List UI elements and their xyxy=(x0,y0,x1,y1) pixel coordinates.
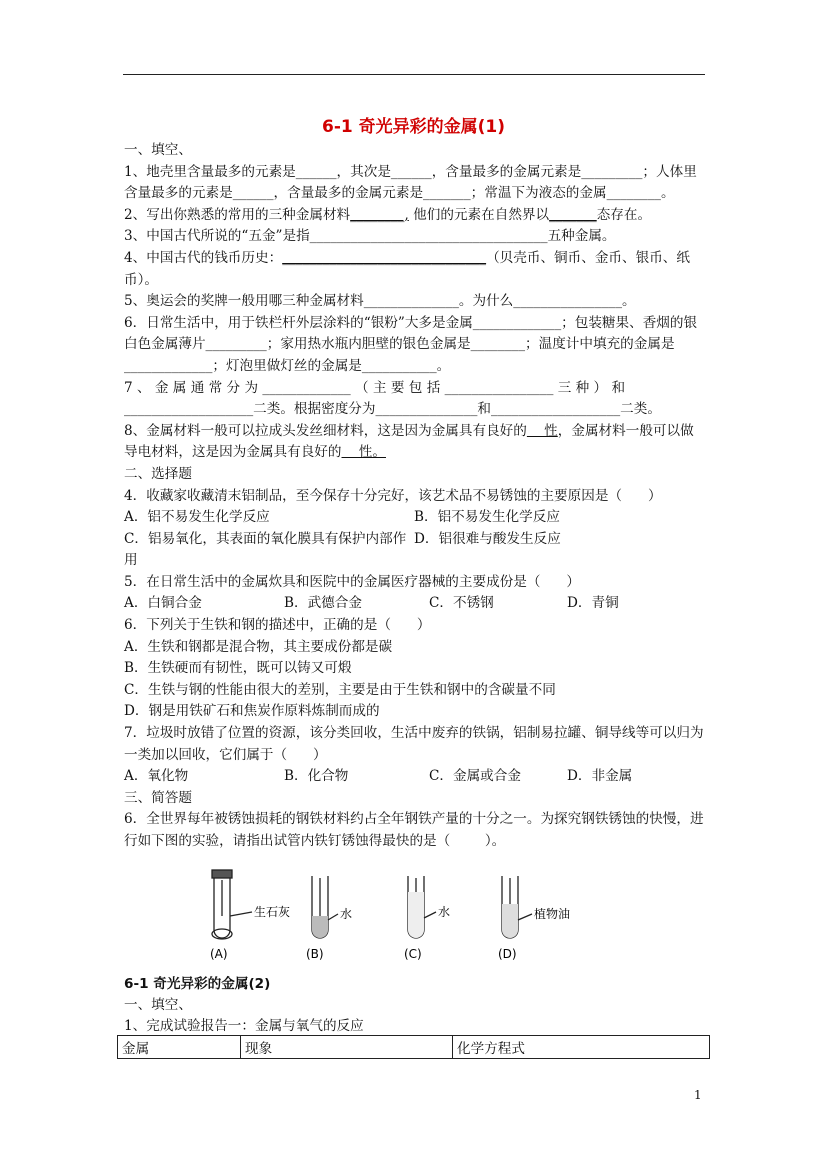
question-text: 3、中国古代所说的“五金”是指___________________________________五种金属。 xyxy=(124,228,616,245)
options-row: A．氧化物 B．化合物 C．金属或合金 D．非金属 xyxy=(124,768,633,785)
figure-label: 水 xyxy=(340,907,353,921)
part-two xyxy=(124,974,709,1037)
figure-label: 植物油 xyxy=(534,907,571,921)
question-text: 7．垃圾时放错了位置的资源，该分类回收，生活中废弃的铁锅，铝制易拉罐、铜导线等可以归为一类加以回收，它们属于（ ） xyxy=(124,725,704,763)
test-tube-c xyxy=(408,876,436,938)
question-text: 2、写出你熟悉的常用的三种金属材料________, 他们的元素在自然界以_______态存在。 xyxy=(124,206,652,223)
figure-caption: (C) xyxy=(404,947,422,961)
section-heading: 一、填空、 xyxy=(124,142,192,158)
part-two-title: 6-1 奇光异彩的金属(2) xyxy=(124,976,271,992)
test-tube-b xyxy=(312,876,338,938)
question-text: 4．收藏家收藏清末铝制品，至今保存十分完好，该艺术品不易锈蚀的主要原因是（ ） xyxy=(124,487,662,504)
figure-caption: (A) xyxy=(210,947,228,961)
question-text: 4、中国古代的钱币历史：______________________________（贝壳币、铜币、金币、银币、纸币）。 xyxy=(124,249,690,288)
table-header-cell: 化学方程式 xyxy=(453,1036,710,1059)
figure-caption: (B) xyxy=(306,947,324,961)
test-tube-d xyxy=(502,876,532,938)
options-row: C．铝易氧化，其表面的氧化膜具有保护内部作用 D．铝很难与酸发生反应 xyxy=(124,530,561,569)
question-text: 8、金属材料一般可以拉成头发丝细材料，这是因为金属具有良好的 性，金属材料一般可以做导电材料，这是因为金属具有良好的 性。 xyxy=(124,422,694,461)
option-text: A．生铁和钢都是混合物，其主要成份都是碳 xyxy=(124,638,393,655)
figure-label: 水 xyxy=(438,905,451,919)
option-text: C．生铁与钢的性能由很大的差别，主要是由于生铁和钢中的含碳量不同 xyxy=(124,681,556,698)
page-number: 1 xyxy=(694,1088,702,1102)
option-text: B．生铁硬而有韧性，既可以铸又可煅 xyxy=(124,660,352,677)
test-tube-figure xyxy=(208,868,588,968)
options-row: A．铝不易发生化学反应 B．铝不易发生化学反应 xyxy=(124,509,560,526)
question-text: 7 、 金 属 通 常 分 为 _____________ （ 主 要 包 括 ________________ 三 种 ） 和 ___________________二类。根据密度分为_______________和___________________二类。 xyxy=(124,379,661,418)
section-heading: 三、简答题 xyxy=(124,789,192,806)
test-tube-a xyxy=(212,870,252,939)
table-header-cell: 金属 xyxy=(118,1036,241,1059)
header-rule xyxy=(123,74,705,75)
worksheet-body xyxy=(124,140,704,853)
question-text: 6．下列关于生铁和钢的描述中，正确的是（ ） xyxy=(124,617,431,634)
option-text: D．钢是用铁矿石和焦炭作原料炼制而成的 xyxy=(124,703,380,720)
section-heading: 二、选择题 xyxy=(124,465,192,482)
options-row: A．白铜合金 B．武德合金 C．不锈钢 D．青铜 xyxy=(124,595,619,612)
report-table xyxy=(117,1035,710,1059)
page-title: 6-1 奇光异彩的金属(1) xyxy=(322,117,505,137)
question-text: 1、完成试验报告一：金属与氧气的反应 xyxy=(124,1018,364,1034)
question-text: 5、奥运会的奖牌一般用哪三种金属材料______________。为什么________________。 xyxy=(124,293,636,310)
question-text: 5．在日常生活中的金属炊具和医院中的金属医疗器械的主要成份是（ ） xyxy=(124,573,580,590)
question-text: 1、地壳里含量最多的元素是______，其次是______，含量最多的金属元素是_________；人体里含量最多的元素是______，含量最多的金属元素是_______；常温下为液态的金属________。 xyxy=(124,163,697,202)
table-header-row xyxy=(118,1036,710,1059)
question-text: 6．全世界每年被锈蚀损耗的钢铁材料约占全年钢铁产量的十分之一。为探究钢铁锈蚀的快慢，进行如下图的实验，请指出试管内铁钉锈蚀得最快的是（ ）。 xyxy=(124,811,704,849)
figure-label: 生石灰 xyxy=(254,905,291,919)
question-text: 6．日常生活中，用于铁栏杆外层涂料的“银粉”大多是金属_____________；包装糖果、香烟的银白色金属薄片_________；家用热水瓶内胆壁的银色金属是________；温度计中填充的金属是_____________；灯泡里做灯丝的金属是___________。 xyxy=(124,314,698,374)
table-header-cell: 现象 xyxy=(241,1036,453,1059)
figure-caption: (D) xyxy=(498,947,517,961)
section-heading: 一、填空、 xyxy=(124,997,192,1013)
